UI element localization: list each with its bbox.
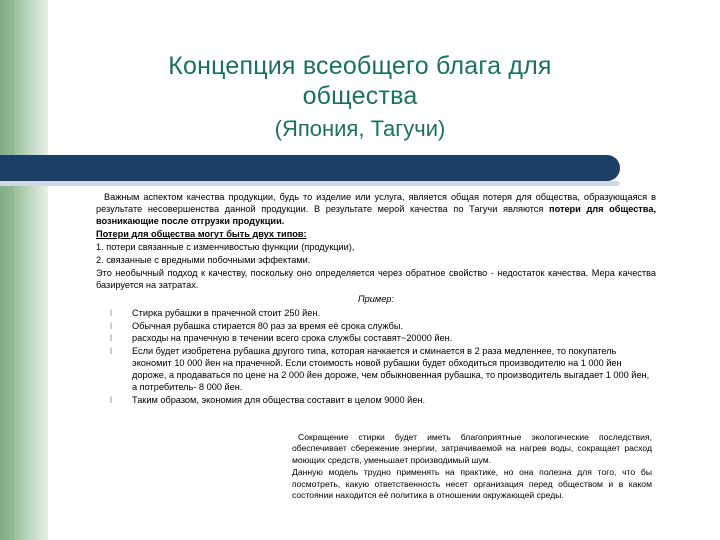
title-line-1: Концепция всеобщего блага для xyxy=(168,52,552,80)
quality-definition: Это необычный подход к качеству, поскольку оно определяется через обратное свойство - недостаток качества. Мера качества базируется на затратах. xyxy=(96,267,656,290)
title-line-2: общества xyxy=(302,81,418,110)
bullet-dash-icon: l xyxy=(110,307,112,318)
list-item xyxy=(96,346,656,394)
conclusion-paragraph-1: Сокращение стирки будет иметь благоприятные экологические последствия, обеспечивает сбережение энергии, затрачиваемой на нагрев воды, сокращает расход моющих средств, уменьшает производимый шум. xyxy=(292,432,652,465)
list-item-text: Таким образом, экономия для общества составит в целом 9000 йен. xyxy=(132,395,426,406)
left-decorative-stripe xyxy=(0,0,48,540)
bullet-dash-icon: l xyxy=(110,333,112,344)
left-stripe-accent xyxy=(0,0,14,540)
title-divider-bar xyxy=(0,155,620,181)
list-item-text: Стирка рубашки в прачечной стоит 250 йен. xyxy=(132,307,321,318)
paragraph-intro xyxy=(96,192,656,228)
list-item-text: Обычная рубашка стирается 80 раз за время её срока службы. xyxy=(132,320,404,331)
bullet-dash-icon: l xyxy=(110,346,112,357)
example-label: Пример: xyxy=(358,293,394,304)
list-item xyxy=(96,321,656,333)
loss-type-1: 1. потери связанные с изменчивостью функции (продукции), xyxy=(96,241,355,252)
body-content xyxy=(96,192,656,408)
losses-heading xyxy=(96,229,656,241)
paragraph-intro-bold: потери для общества, возникающие после отгрузки продукции. xyxy=(96,203,656,226)
paragraph-intro-text: Важным аспектом качества продукции, будь то изделие или услуга, является общая потеря для общества, образующаяся в результате несовершенства данной продукции. В результате мерой качества по Тагучи являются xyxy=(96,192,656,214)
list-item xyxy=(96,395,656,407)
title-subtitle: (Япония, Тагучи) xyxy=(274,116,446,141)
list-item xyxy=(96,308,656,320)
list-item xyxy=(96,333,656,345)
list-item-text: Если будет изобретена рубашка другого типа, которая начкается и сминается в 2 раза медленнее, то покупатель экономит 10 000 йен на прачечной. Если стоимость новой рубашки будет обходиться производителю на 1 000 йен дороже, а продаваться по цене на 2 000 йен дороже, чем обыкновенная рубашка, то производитель выгадает 1 000 йен, а потребитель- 8 000 йен. xyxy=(132,346,650,393)
bullet-dash-icon: l xyxy=(110,320,112,331)
losses-heading-text: Потери для общества могут быть двух типов: xyxy=(96,228,307,239)
title-divider-shadow xyxy=(0,181,620,186)
loss-type-2: 2. связанные с вредными побочными эффектами. xyxy=(96,254,311,265)
example-bullet-list xyxy=(96,308,656,408)
conclusion-block xyxy=(292,432,652,503)
list-item-text: расходы на прачечную в течении всего срока службы составят~20000 йен. xyxy=(132,333,453,344)
slide-title xyxy=(60,52,660,143)
conclusion-paragraph-2: Данную модель трудно применять на практике, но она полезна для того, что бы посмотреть, какую ответственность несет организация перед обществом и в каком состоянии находится её политика в отношении окружающей среды. xyxy=(292,467,652,501)
bullet-dash-icon: l xyxy=(110,395,112,406)
